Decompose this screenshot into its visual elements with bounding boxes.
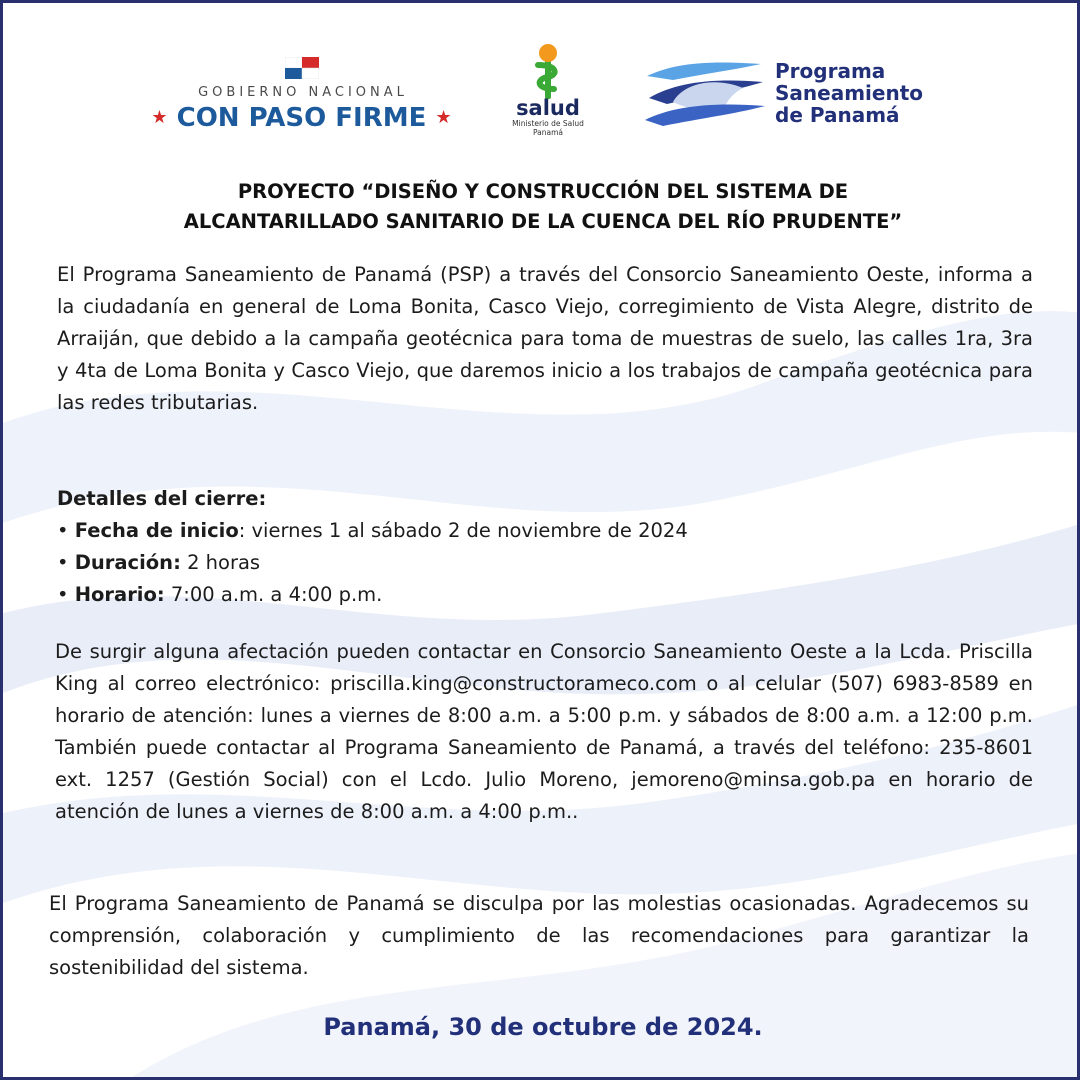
- psp-wordmark: Programa Saneamiento de Panamá: [775, 59, 923, 127]
- gobierno-nacional-logo: [149, 53, 459, 143]
- intro-paragraph: El Programa Saneamiento de Panamá (PSP) a través del Consorcio Saneamiento Oeste, informa a la ciudadanía en general de Loma Bonita, Casco Viejo, corregimiento de Vista Alegre, distrito de Arraiján, que debido a la campaña geotécnica para toma de muestras de suelo, las calles 1ra, 3ra y 4ta de Loma Bonita y Casco Viejo, que daremos inicio a los trabajos de campaña geotécnica para las redes tributarias.: [57, 263, 1033, 414]
- salud-snake-icon: [528, 43, 568, 101]
- detail-item-duracion: • Duración: 2 horas: [57, 551, 261, 574]
- dolphin-wave-icon: [643, 58, 768, 130]
- project-title: PROYECTO “DISEÑO Y CONSTRUCCIÓN DEL SISTEMA DE ALCANTARILLADO SANITARIO DE LA CUENCA DEL RÍO PRUDENTE”: [183, 180, 903, 233]
- closure-details: [57, 483, 1033, 611]
- detail-item-fecha: • Fecha de inicio: viernes 1 al sábado 2 de noviembre de 2024: [57, 519, 688, 542]
- detail-item-horario: • Horario: 7:00 a.m. a 4:00 p.m.: [57, 583, 383, 606]
- salud-wordmark: salud: [516, 96, 580, 120]
- star-icon: ★: [151, 107, 168, 128]
- star-icon: ★: [435, 107, 452, 128]
- panama-flag-icon: [285, 57, 319, 79]
- closing-paragraph: El Programa Saneamiento de Panamá se disculpa por las molestias ocasionadas. Agradecemos su comprensión, colaboración y cumplimiento de las recomendaciones para garantizar la sostenibilidad del sistema.: [49, 892, 1029, 979]
- details-heading: Detalles del cierre:: [57, 487, 267, 510]
- minsa-logo: [503, 43, 593, 143]
- psp-logo: [643, 58, 953, 138]
- ministerio-de-salud-text: Ministerio de Salud: [512, 119, 584, 128]
- con-paso-firme-text: ★ CON PASO FIRME ★: [151, 103, 452, 133]
- panama-text: Panamá: [532, 128, 564, 137]
- contact-paragraph: De surgir alguna afectación pueden contactar en Consorcio Saneamiento Oeste a la Lcda. Priscilla King al correo electrónico: priscilla.king@constructorameco.com o al celular (507) 6983-8589 en horario de atención: lunes a viernes de 8:00 a.m. a 5:00 p.m. y sábados de 8:00 a.m. a 12:00 p.m. También puede contactar al Programa Saneamiento de Panamá, a través del teléfono: 235-8601 ext. 1257 (Gestión Social) con el Lcdo. Julio Moreno, jemoreno@minsa.gob.pa en horario de atención de lunes a viernes de 8:00 a.m. a 4:00 p.m..: [55, 640, 1033, 823]
- issue-date: Panamá, 30 de octubre de 2024.: [323, 1013, 763, 1041]
- gobierno-nacional-text: GOBIERNO NACIONAL: [198, 85, 408, 100]
